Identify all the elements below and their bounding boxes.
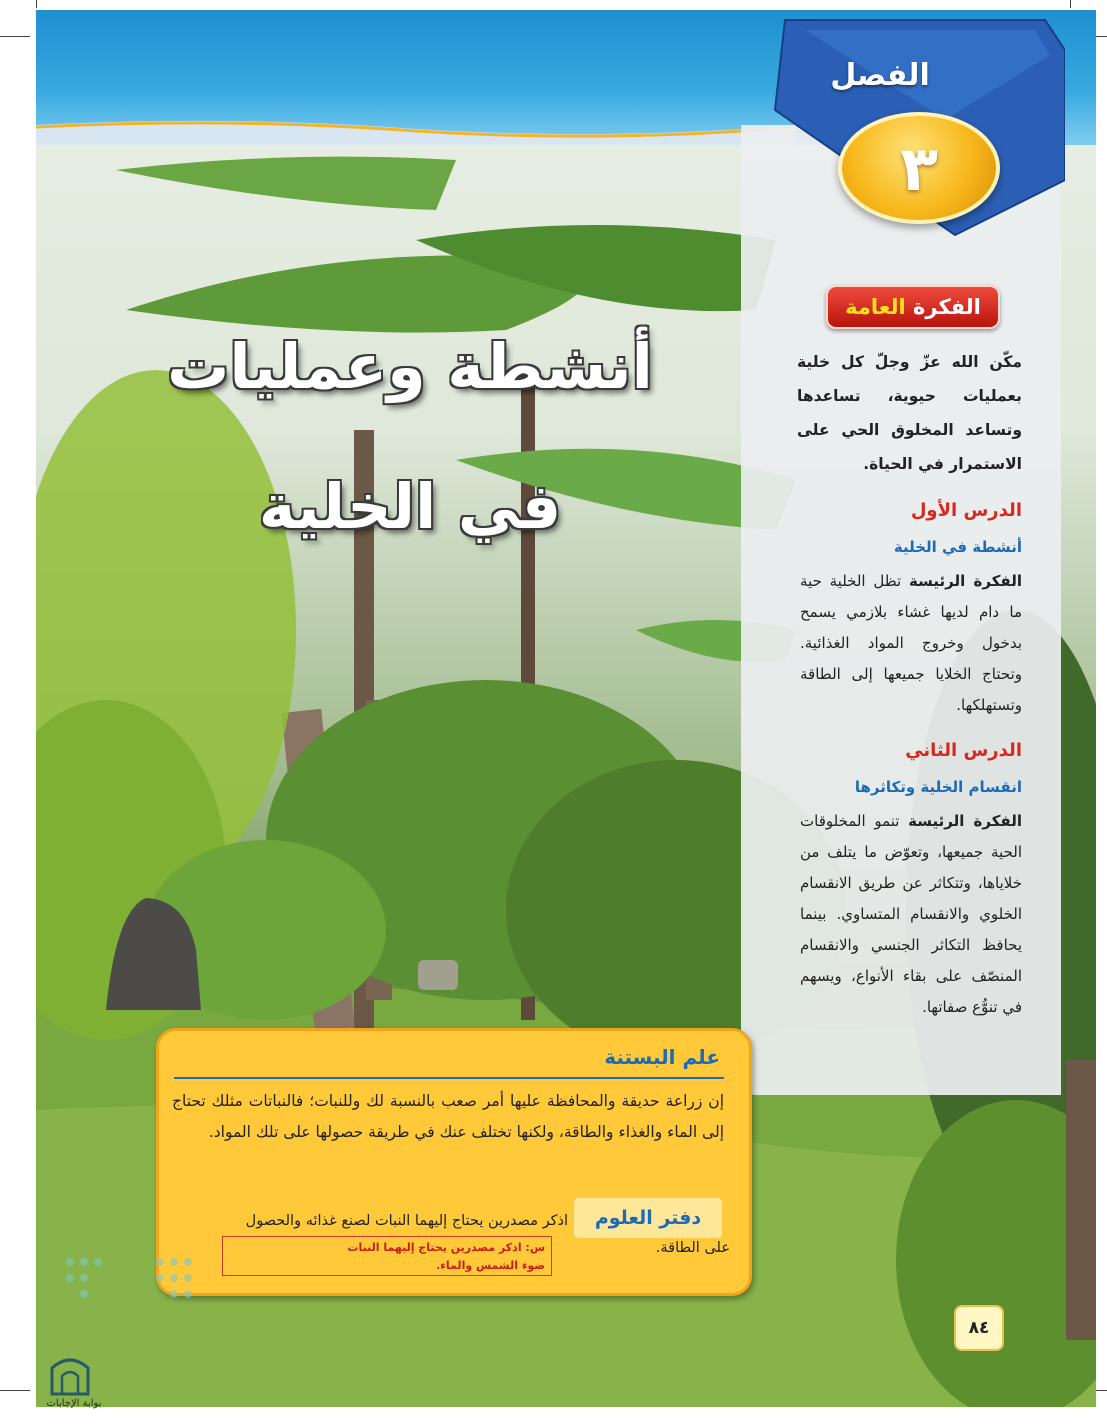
chapter-number: ٣ <box>900 131 938 205</box>
lesson1-title: أنشطة في الخلية <box>893 538 1022 556</box>
watermark-text: بوابة الإجابات <box>46 1398 102 1409</box>
chapter-number-badge <box>838 112 1000 224</box>
horticulture-text: إن زراعة حديقة والمحافظة عليها أمر صعب بالنسبة لك وللنبات؛ فالنباتات مثلك تحتاج إلى الماء والغذاء والطاقة، ولكنها تختلف عنك في طريقة حصولها على تلك المواد. <box>172 1092 724 1141</box>
lesson1-text: تظل الخلية حية ما دام لديها غشاء بلازمي يسمح بدخول وخروج المواد الغذائية. وتحتاج الخلايا جميعها إلى الطاقة وتستهلكها. <box>800 572 1022 714</box>
lesson1-label: الدرس الأول <box>910 500 1022 521</box>
page-number: ٨٤ <box>954 1305 1004 1351</box>
banner-wave <box>36 115 796 145</box>
lesson2-title: انقسام الخلية وتكاثرها <box>854 778 1022 796</box>
big-idea-word1: الفكرة <box>913 295 981 319</box>
chapter-title-line1: أنشطة وعمليات <box>167 330 653 403</box>
notebook-question: اذكر مصدرين يحتاج إليهما النبات لصنع غذائه والحصول <box>245 1213 568 1229</box>
watermark-dots-icon <box>60 1252 200 1302</box>
handwritten-answer-box <box>222 1236 552 1276</box>
answer-line1: س: اذكر مصدرين يحتاج إليهما النبات <box>347 1241 545 1254</box>
lesson2-lead: الفكرة الرئيسة <box>908 812 1023 830</box>
watermark-logo-icon <box>48 1350 92 1396</box>
lesson1-lead: الفكرة الرئيسة <box>909 572 1022 590</box>
notebook-question-end: على الطاقة. <box>655 1240 730 1256</box>
big-idea-text: مكّن الله عزّ وجلّ كل خلية بعمليات حيوية، تساعدها وتساعد المخلوق الحي على الاستمرار في الحياة. <box>797 353 1022 473</box>
lesson2-body <box>800 806 1022 1023</box>
chapter-title-line2: في الخلية <box>258 470 562 543</box>
big-idea-word2: العامة <box>845 295 906 319</box>
answer-line2: ضوء الشمس والماء. <box>436 1259 545 1272</box>
lesson2-text: تنمو المخلوقات الحية جميعها، وتعوّض ما يتلف من خلاياها، وتتكاثر عن طريق الانقسام الخلوي والانقسام المتساوي. بينما يحافظ التكاثر الجنسي والانقسام المنصّف على بقاء الأنواع، ويسهم في تنوُّع صفاتها. <box>800 812 1022 1016</box>
lesson1-body <box>800 566 1022 721</box>
lesson2-label: الدرس الثاني <box>905 740 1022 761</box>
chapter-label: الفصل <box>830 58 930 93</box>
horticulture-divider <box>174 1077 724 1079</box>
horticulture-title: علم البستنة <box>604 1045 720 1069</box>
big-idea-badge <box>826 285 1000 329</box>
science-notebook-label: دفتر العلوم <box>574 1198 722 1238</box>
